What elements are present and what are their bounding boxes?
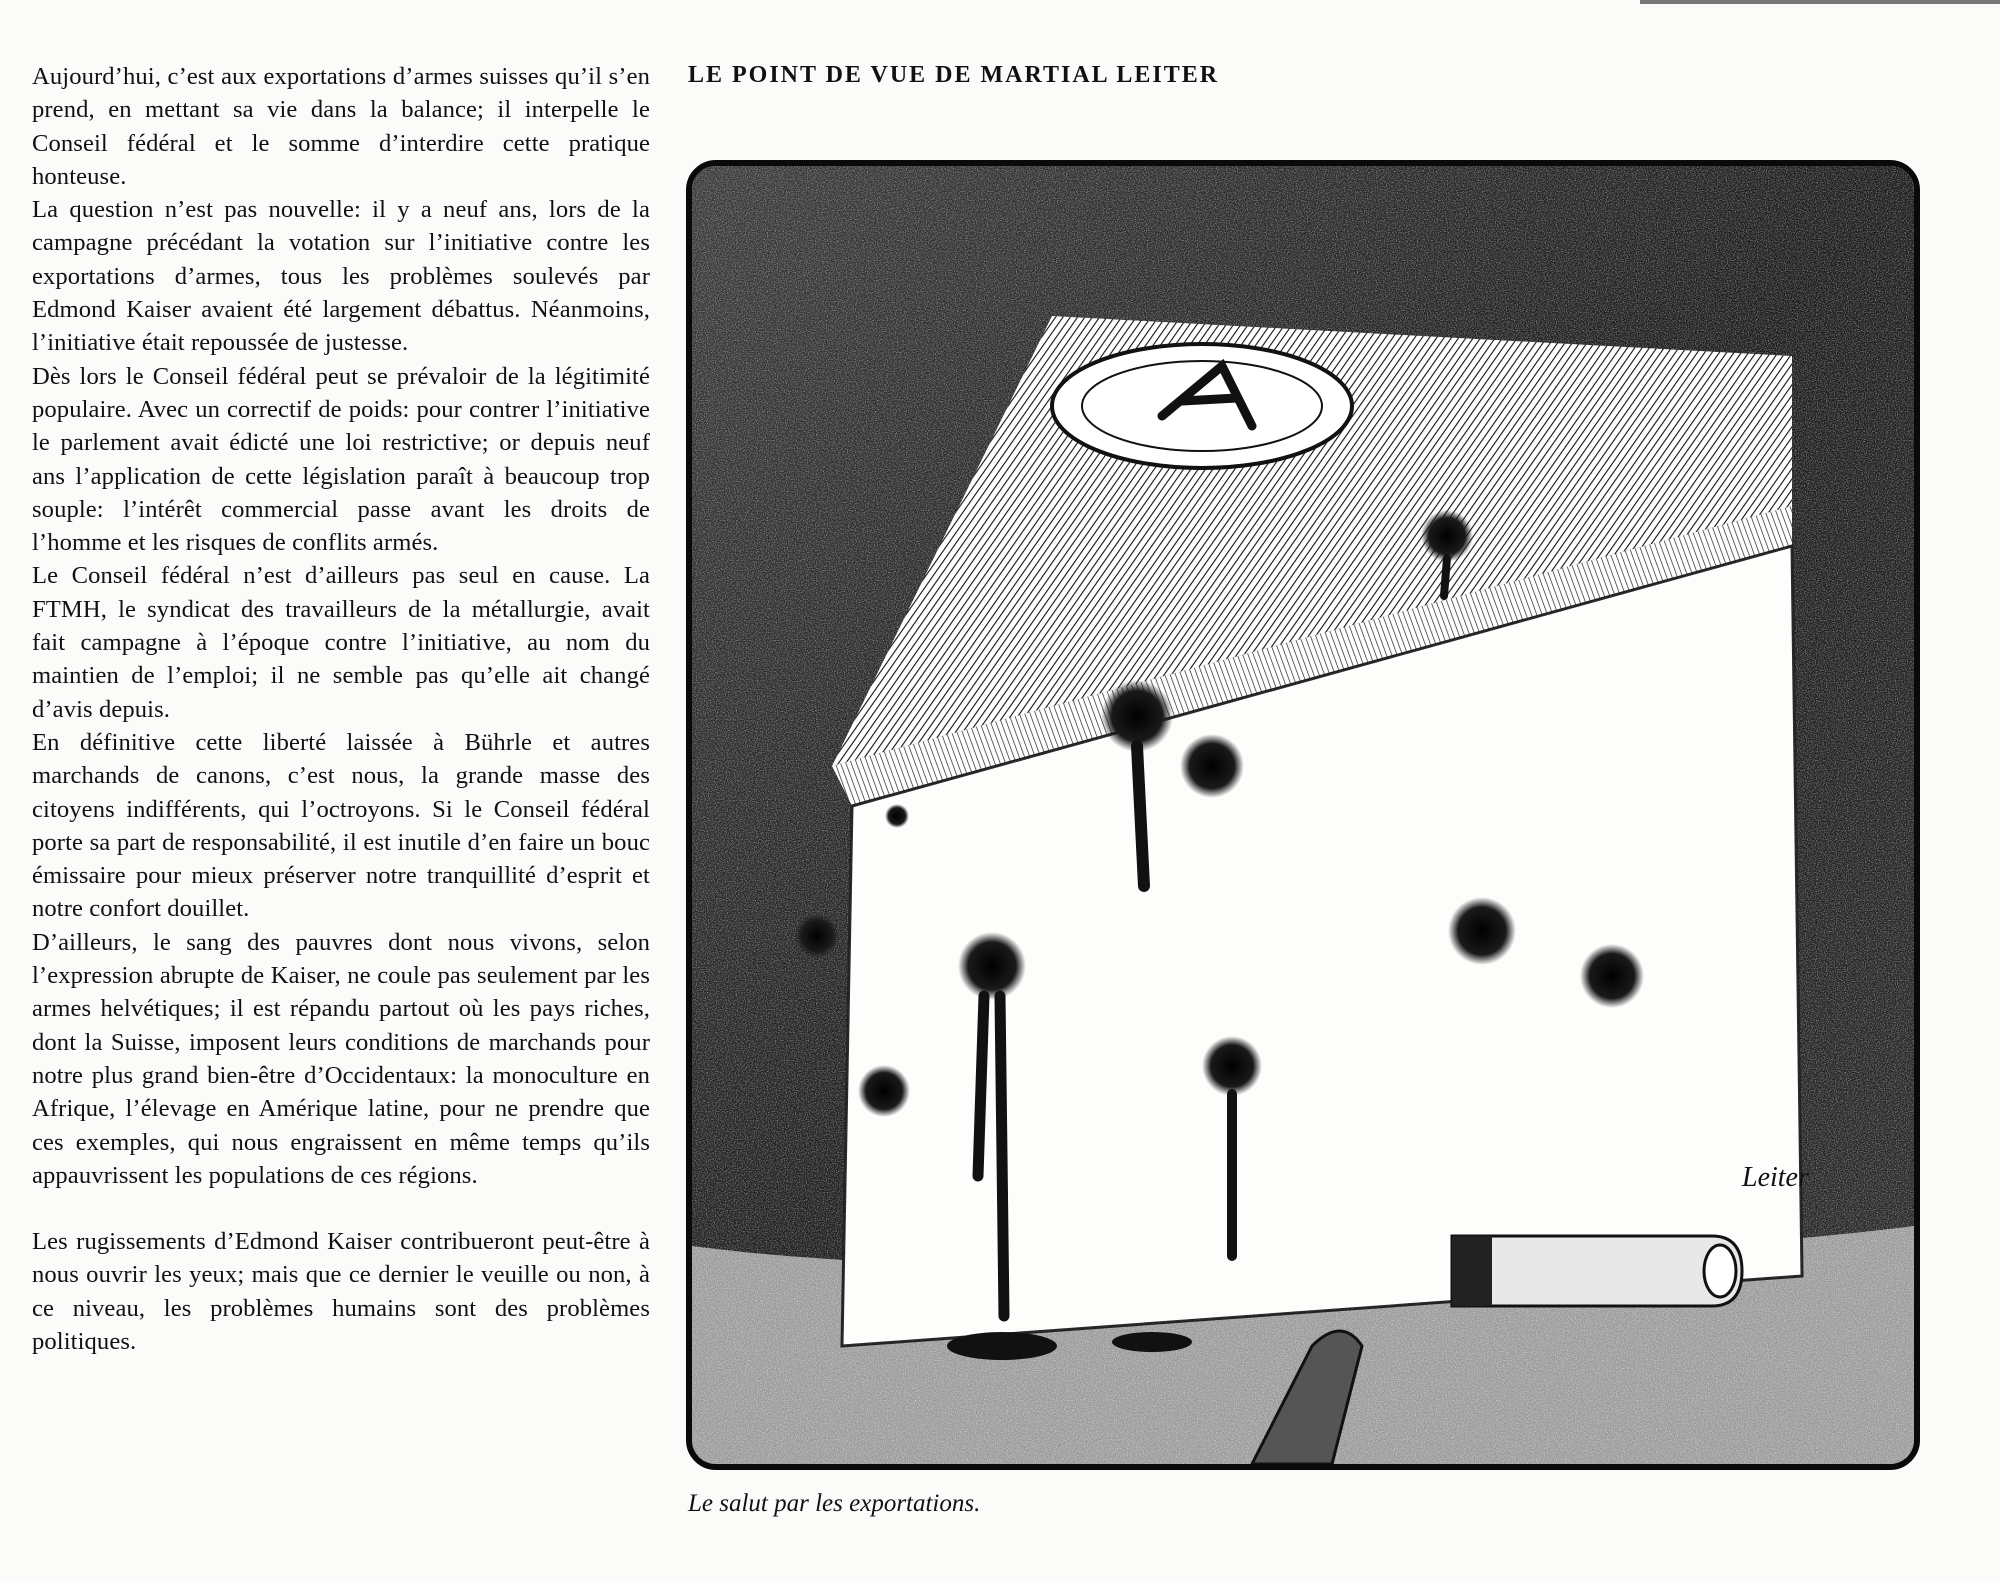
bullet-hole	[958, 932, 1026, 1000]
cartoon-illustration	[692, 166, 1914, 1464]
scan-edge	[1640, 0, 2000, 4]
bullet-hole	[858, 1065, 910, 1117]
article-column	[32, 60, 650, 1358]
bullet-casing	[1452, 1236, 1742, 1306]
bullet-hole	[1202, 1036, 1262, 1096]
article-paragraph-2: La question n’est pas nouvelle: il y a neuf ans, lors de la campagne précédant la votation sur l’initiative contre les exportations d’armes, tous les problèmes soulevés par Edmond Kaiser avaient été largement débattus. Néanmoins, l’initiative était repoussée de justesse.	[32, 196, 650, 357]
bullet-hole	[1448, 897, 1516, 965]
bullet-hole	[1580, 944, 1644, 1008]
cartoon-header: LE POINT DE VUE DE MARTIAL LEITER	[688, 62, 1220, 88]
article-paragraph-4: Le Conseil fédéral n’est d’ailleurs pas seul en cause. La FTMH, le syndicat des travailleurs de la métallurgie, avait fait campagne à l’époque contre l’initiative, au nom du maintien de l’emploi; il ne semble pas qu’elle ait changé d’avis depuis.	[32, 562, 650, 723]
cartoon-caption: Le salut par les exportations.	[688, 1490, 981, 1517]
article-paragraph-6: D’ailleurs, le sang des pauvres dont nous vivons, selon l’expression abrupte de Kaiser, ne coule pas seulement par les armes helvétiques; il est répandu partout où les pays riches, dont la Suisse, imposent leurs conditions de marchands pour notre plus grand bien-être d’Occidentaux: la monoculture en Afrique, l’élevage en Amérique latine, pour ne prendre que ces exemples, qui nous engraissent en même temps qu’ils appauvrissent les populations de ces régions.	[32, 928, 650, 1189]
article-paragraph-1: Aujourd’hui, c’est aux exportations d’armes suisses qu’il s’en prend, en mettant sa vie dans la balance; il interpelle le Conseil fédéral et le somme d’interdire cette pratique honteuse.	[32, 63, 650, 190]
article-paragraph-7: Les rugissements d’Edmond Kaiser contribueront peut-être à nous ouvrir les yeux; mais que ce dernier le veuille ou non, à ce niveau, les problèmes humains sont des problèmes politiques.	[32, 1228, 650, 1355]
bullet-hole	[795, 914, 839, 958]
artist-signature: Leiter	[1742, 1162, 1809, 1193]
swiss-stamp	[1052, 344, 1352, 468]
article-paragraph-3: Dès lors le Conseil fédéral peut se prévaloir de la légitimité populaire. Avec un correctif de poids: pour contrer l’initiative le parlement avait édicté une loi restrictive; or depuis neuf ans l’application de cette législation paraît à beaucoup trop souple: l’intérêt commercial passe avant les droits de l’homme et les risques de conflits armés.	[32, 362, 650, 557]
blood-puddle	[1112, 1332, 1192, 1352]
article-paragraph-5: En définitive cette liberté laissée à Bührle et autres marchands de canons, c’est nous, la grande masse des citoyens indifférents, qui l’octroyons. Si le Conseil fédéral porte sa part de responsabilité, il est inutile d’en faire un bouc émissaire pour mieux préserver notre tranquillité d’esprit et notre confort douillet.	[32, 728, 650, 923]
cartoon-frame	[686, 160, 1920, 1470]
bullet-hole	[885, 804, 909, 828]
bullet-hole	[1180, 734, 1244, 798]
blood-puddle	[947, 1332, 1057, 1360]
